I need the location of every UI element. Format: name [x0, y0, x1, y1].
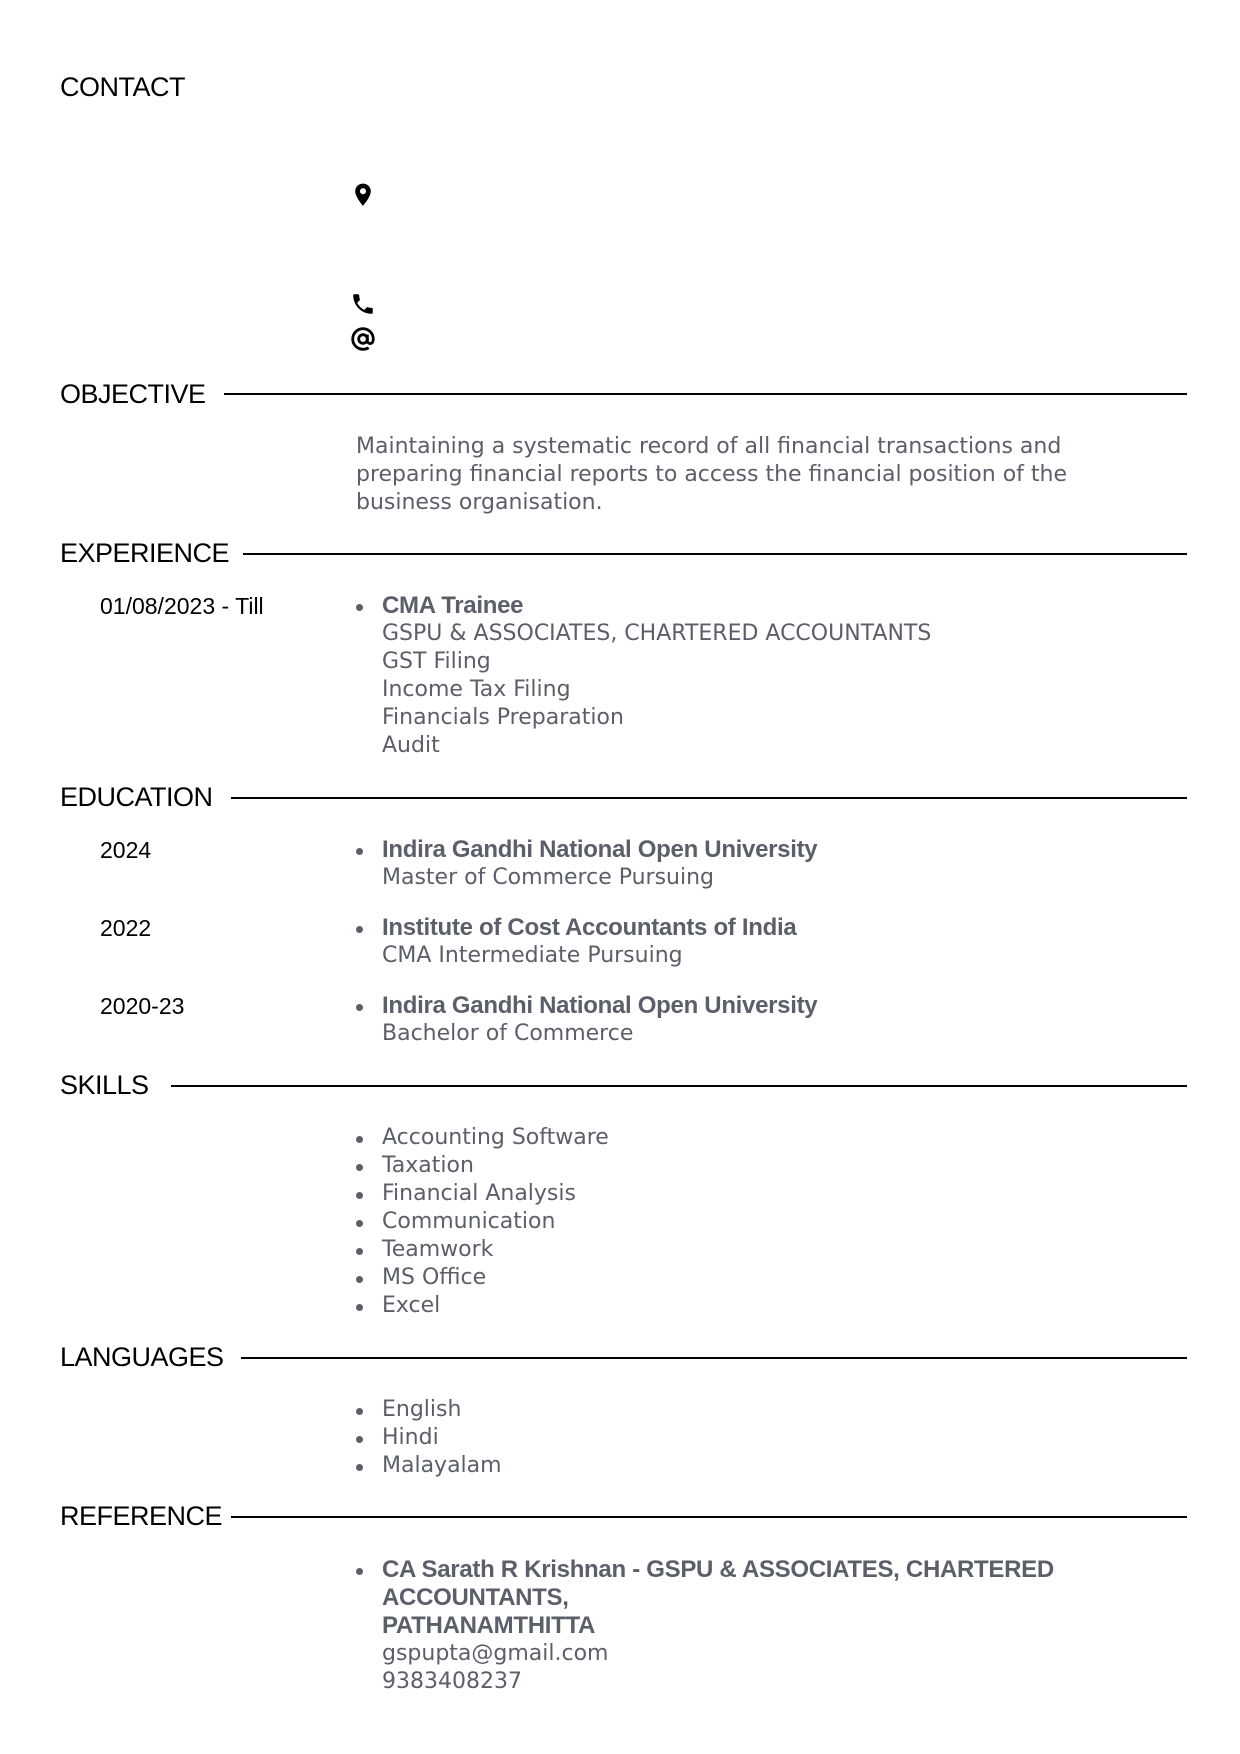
education-divider: [231, 797, 1187, 799]
language-item: English: [356, 1396, 1186, 1424]
education-year: 2022: [100, 915, 152, 941]
reference-entry: [356, 1556, 1186, 1696]
skills-heading: SKILLS: [60, 1070, 149, 1100]
education-entry: [356, 914, 1186, 970]
degree-name: Master of Commerce Pursuing: [382, 865, 715, 890]
skill-item: Communication: [356, 1208, 1186, 1236]
skill-item: Excel: [356, 1292, 1186, 1320]
institution-name: Indira Gandhi National Open University: [382, 836, 818, 863]
reference-item: [356, 1556, 1186, 1696]
experience-item: [356, 592, 1186, 760]
at-sign-icon: [350, 326, 376, 352]
reference-location: PATHANAMTHITTA: [382, 1612, 596, 1639]
experience-date: 01/08/2023 - Till: [100, 593, 264, 619]
education-item: [356, 914, 1186, 970]
reference-name: CA Sarath R Krishnan - GSPU & ASSOCIATES, CHARTERED ACCOUNTANTS,: [382, 1556, 1054, 1611]
location-pin-icon: [350, 182, 376, 208]
phone-icon: [350, 291, 376, 317]
skills-divider: [171, 1085, 1187, 1087]
experience-heading: EXPERIENCE: [60, 538, 230, 568]
languages-list: [356, 1396, 1186, 1480]
job-title: CMA Trainee: [382, 592, 524, 619]
duty-item: Audit: [382, 733, 440, 758]
education-entry: [356, 992, 1186, 1048]
education-year: 2020-23: [100, 993, 185, 1019]
degree-name: Bachelor of Commerce: [382, 1021, 634, 1046]
skill-item: Taxation: [356, 1152, 1186, 1180]
duty-item: Income Tax Filing: [382, 677, 571, 702]
experience-divider: [243, 553, 1187, 555]
objective-text: Maintaining a systematic record of all financial transactions and preparing financial reports to access the financial position of the business organisation.: [356, 434, 1067, 515]
education-year: 2024: [100, 837, 152, 863]
education-item: [356, 992, 1186, 1048]
skill-item: Financial Analysis: [356, 1180, 1186, 1208]
skill-item: Accounting Software: [356, 1124, 1186, 1152]
reference-email: gspupta@gmail.com: [382, 1641, 609, 1666]
contact-heading: CONTACT: [60, 72, 185, 102]
degree-name: CMA Intermediate Pursuing: [382, 943, 683, 968]
skill-item: Teamwork: [356, 1236, 1186, 1264]
education-heading: EDUCATION: [60, 782, 213, 812]
reference-divider: [231, 1516, 1187, 1518]
languages-heading: LANGUAGES: [60, 1342, 224, 1372]
institution-name: Indira Gandhi National Open University: [382, 992, 818, 1019]
duty-item: GST Filing: [382, 649, 491, 674]
objective-divider: [224, 393, 1187, 395]
reference-phone: 9383408237: [382, 1669, 522, 1694]
language-item: Hindi: [356, 1424, 1186, 1452]
experience-entry: [356, 592, 1186, 760]
reference-heading: REFERENCE: [60, 1501, 223, 1531]
skill-item: MS Office: [356, 1264, 1186, 1292]
institution-name: Institute of Cost Accountants of India: [382, 914, 797, 941]
languages-divider: [241, 1357, 1187, 1359]
company-name: GSPU & ASSOCIATES, CHARTERED ACCOUNTANTS: [382, 621, 932, 646]
skills-list: [356, 1124, 1186, 1320]
education-item: [356, 836, 1186, 892]
duty-item: Financials Preparation: [382, 705, 624, 730]
objective-heading: OBJECTIVE: [60, 379, 206, 409]
education-entry: [356, 836, 1186, 892]
language-item: Malayalam: [356, 1452, 1186, 1480]
